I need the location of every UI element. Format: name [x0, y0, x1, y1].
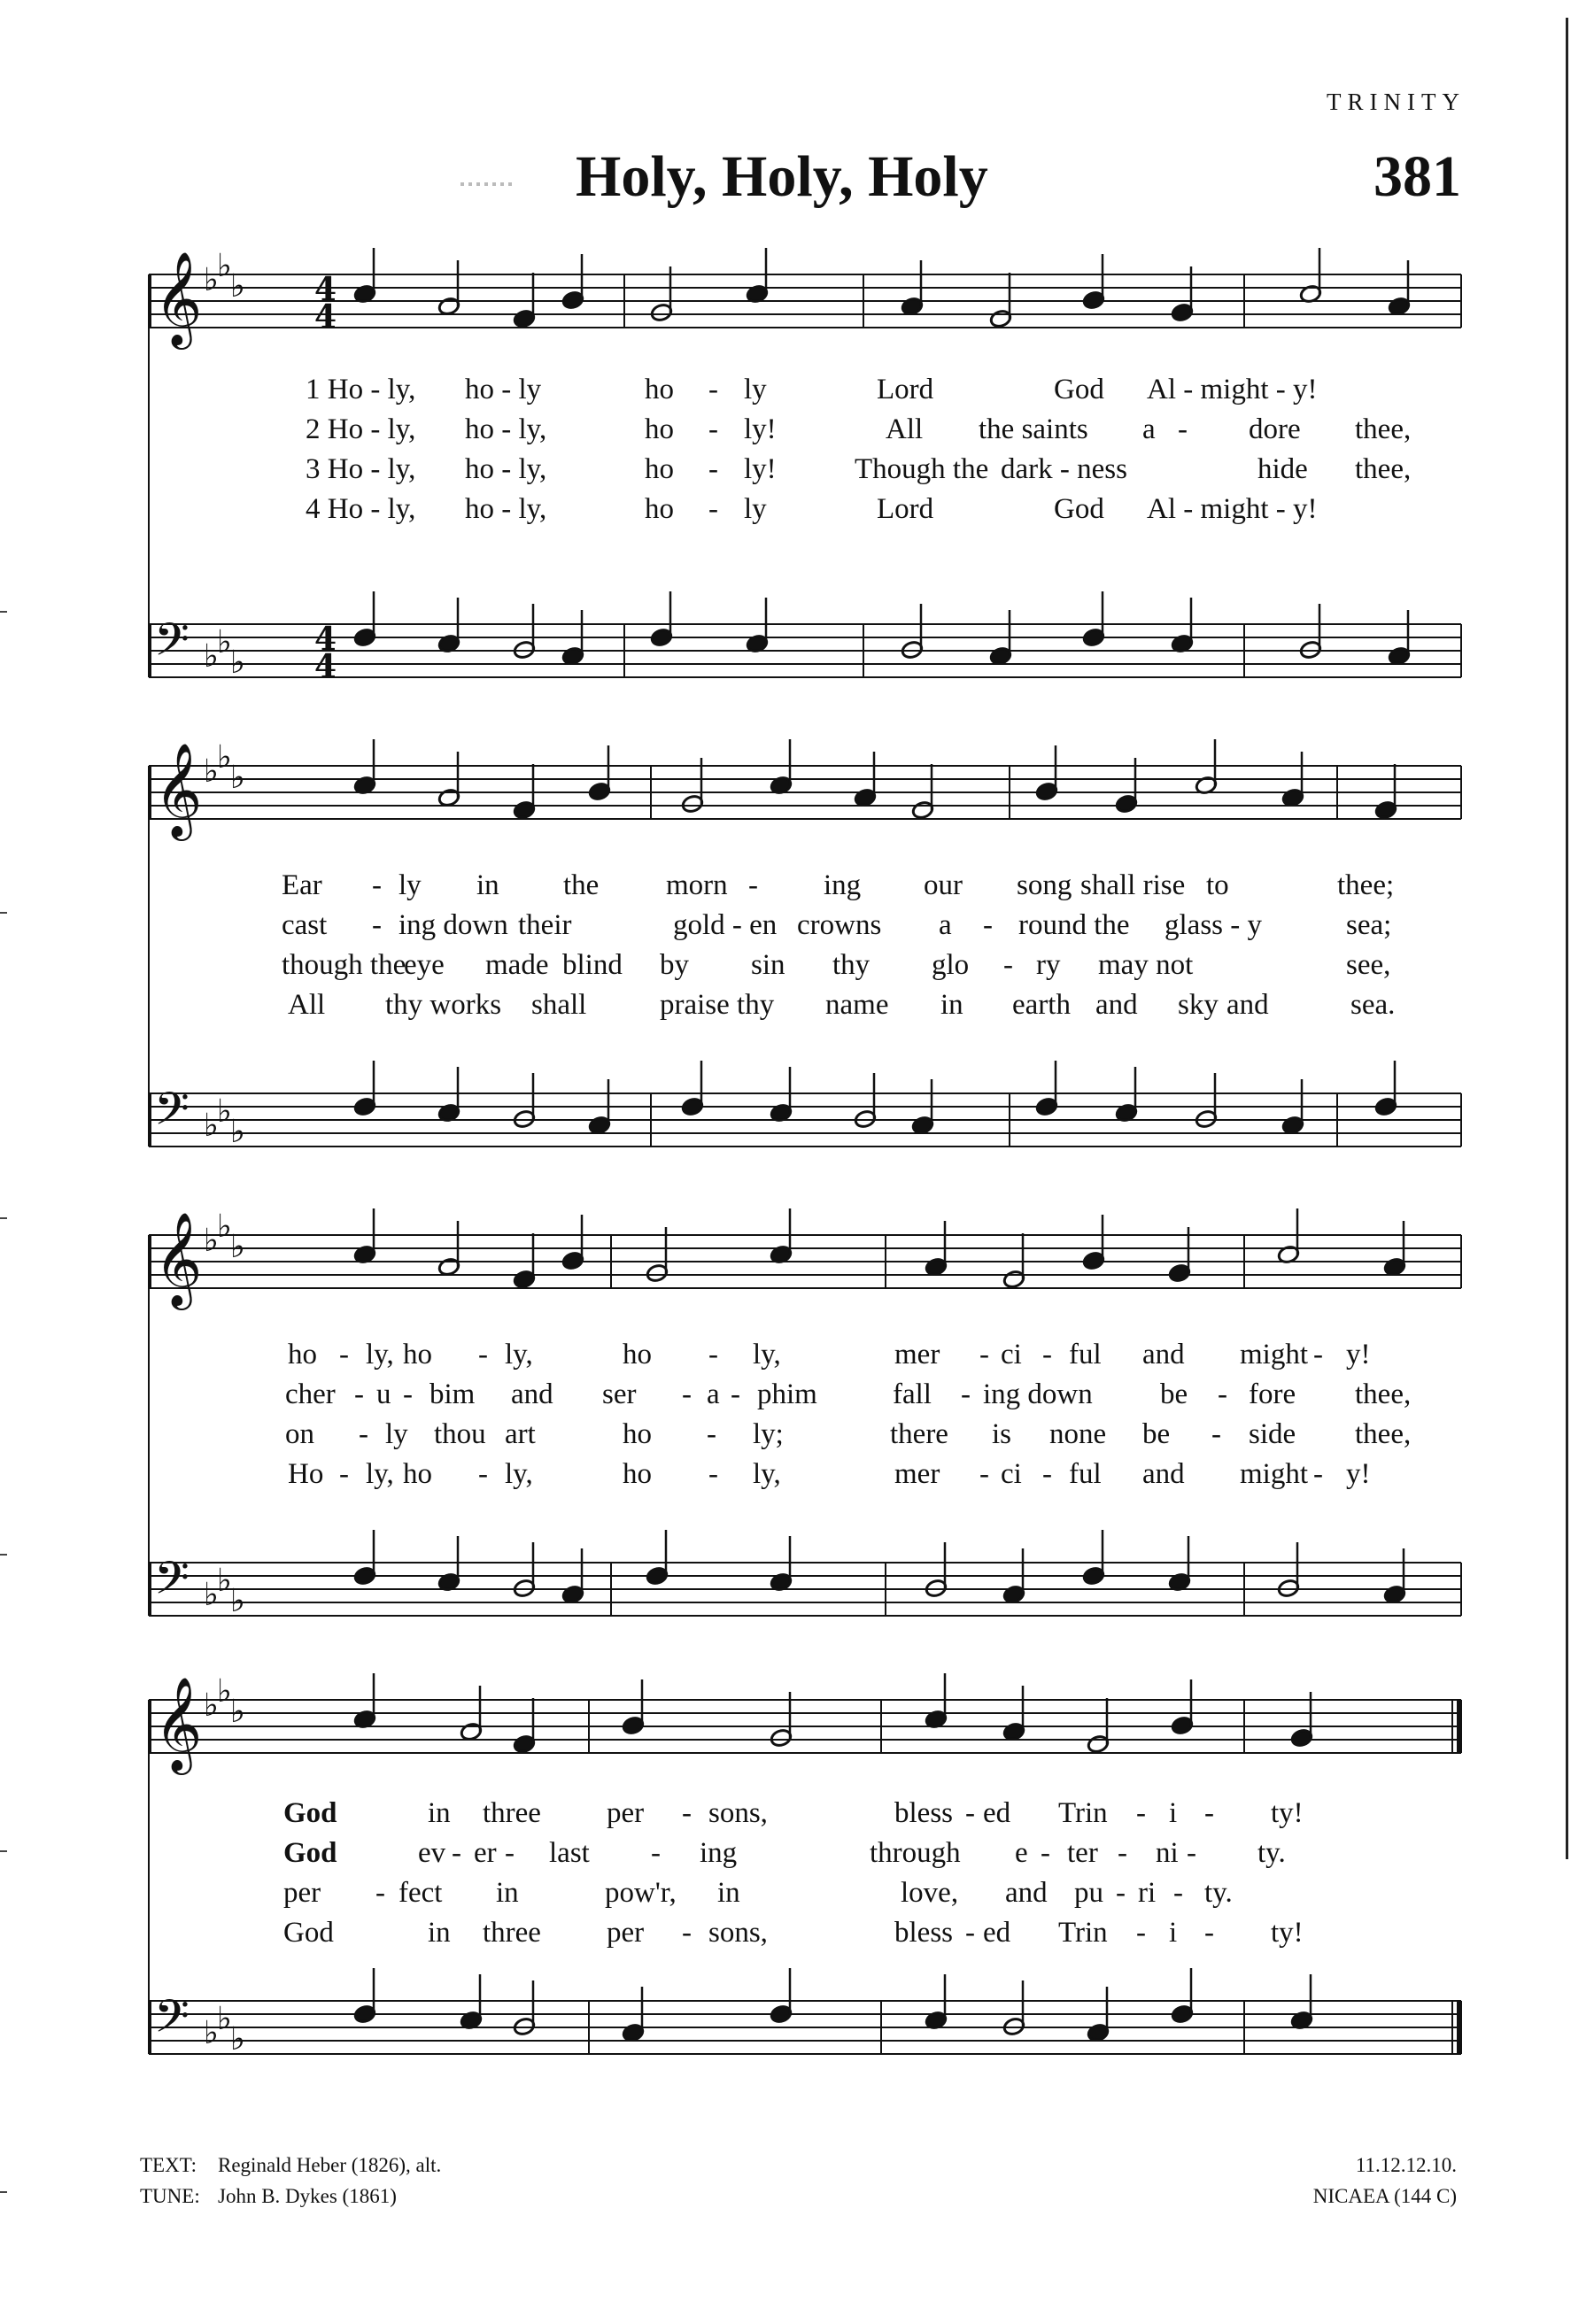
lyric-syllable: - [979, 1339, 989, 1370]
lyric-syllable: Al - might - y! [1147, 374, 1318, 405]
lyric-syllable: may not [1098, 949, 1194, 981]
lyric-syllable: fore [1249, 1378, 1296, 1410]
lyric-line [0, 1337, 1594, 1372]
lyric-line [0, 372, 1594, 407]
lyric-syllable: - [359, 1418, 368, 1450]
lyric-syllable: ho [645, 493, 674, 525]
lyric-syllable: shall [531, 989, 587, 1021]
lyric-syllable: - [708, 453, 718, 485]
lyric-line [0, 947, 1594, 983]
lyric-syllable: last [549, 1837, 590, 1869]
time-signature: 4 [314, 271, 337, 308]
lyric-syllable: ly, [753, 1458, 781, 1490]
lyric-syllable: ly [398, 869, 422, 901]
lyric-syllable: cher [285, 1378, 336, 1410]
flat-sign-icon: ♭ [230, 760, 245, 796]
lyric-syllable: - [478, 1458, 488, 1490]
credits [140, 2150, 441, 2212]
bass-clef-icon: 𝄢 [154, 1082, 190, 1147]
text-credit-value: Reginald Heber (1826), alt. [218, 2154, 442, 2176]
tune-credit-label: TUNE: [140, 2185, 200, 2207]
hymn-category: TRINITY [1327, 89, 1466, 115]
lyric-syllable: ly, [366, 1458, 394, 1490]
lyric-syllable: - [505, 1837, 515, 1869]
lyric-syllable: ly, [505, 1339, 533, 1370]
lyric-syllable: - [1204, 1917, 1214, 1949]
lyric-syllable: - [1173, 1877, 1183, 1909]
lyric-syllable: Ho [288, 1458, 324, 1490]
meter: 11.12.12.10. [1355, 2154, 1457, 2176]
lyric-syllable: in [717, 1877, 740, 1909]
lyric-syllable: - [965, 1917, 975, 1949]
lyric-line [0, 907, 1594, 943]
lyric-syllable: dore [1249, 413, 1301, 445]
lyric-syllable: mer [894, 1458, 940, 1490]
lyric-syllable: and [1142, 1458, 1185, 1490]
lyric-syllable: thee; [1337, 869, 1395, 901]
bass-clef-icon: 𝄢 [154, 613, 190, 677]
lyric-syllable: - [403, 1378, 413, 1410]
lyric-syllable: ly, [505, 1458, 533, 1490]
bass-staff [149, 1082, 1461, 1150]
flat-sign-icon: ♭ [204, 1223, 219, 1259]
lyric-syllable: ty. [1204, 1877, 1233, 1909]
lyric-syllable: sea; [1346, 909, 1392, 941]
lyric-syllable: God [283, 1837, 337, 1869]
lyric-syllable: is [992, 1418, 1012, 1450]
lyric-syllable: 2 Ho - ly, [306, 413, 416, 445]
lyric-line [0, 1875, 1594, 1911]
lyric-syllable: glass - y [1165, 909, 1262, 941]
lyric-syllable: ed [983, 1917, 1011, 1949]
treble-staff [149, 739, 1461, 841]
lyric-syllable: cast [282, 909, 328, 941]
lyric-syllable: sky [1178, 989, 1219, 1021]
lyric-syllable: - [961, 1378, 971, 1410]
lyric-line [0, 1456, 1594, 1492]
lyric-syllable: made [485, 949, 549, 981]
lyric-syllable: per [607, 1797, 645, 1829]
lyric-syllable: fect [398, 1877, 443, 1909]
hymn-title: Holy, Holy, Holy [576, 144, 988, 209]
lyric-syllable: per [283, 1877, 321, 1909]
lyric-syllable: i [1169, 1797, 1178, 1829]
lyric-syllable: pu [1074, 1877, 1103, 1909]
flat-sign-icon: ♭ [230, 1583, 245, 1619]
lyric-syllable: sons, [708, 1917, 768, 1949]
lyric-syllable: ho [645, 413, 674, 445]
lyric-syllable: ly! [744, 413, 777, 445]
lyric-syllable: God [283, 1797, 337, 1829]
lyric-syllable: - [731, 1378, 740, 1410]
treble-staff [149, 248, 1461, 350]
lyric-line [0, 491, 1594, 527]
lyric-syllable: the [563, 869, 600, 901]
lyric-syllable: though the [282, 949, 406, 981]
lyric-syllable: - [708, 374, 718, 405]
lyric-syllable: Though the [855, 453, 989, 485]
flat-sign-icon: ♭ [204, 262, 219, 298]
lyric-syllable: their [518, 909, 572, 941]
lyric-syllable: - [983, 909, 993, 941]
text-credit-label: TEXT: [140, 2154, 197, 2176]
lyric-line [0, 868, 1594, 903]
lyric-syllable: ci [1001, 1339, 1022, 1370]
lyric-syllable: bim [429, 1378, 476, 1410]
lyric-syllable: - [1116, 1877, 1126, 1909]
lyric-syllable: be [1142, 1418, 1171, 1450]
lyric-syllable: a [939, 909, 952, 941]
lyric-syllable: - [1211, 1418, 1221, 1450]
lyric-syllable: song [1017, 869, 1072, 901]
lyric-syllable: fall [893, 1378, 932, 1410]
lyric-syllable: and [1226, 989, 1269, 1021]
lyric-syllable: ly! [744, 453, 777, 485]
lyric-syllable: ho [623, 1339, 652, 1370]
lyric-syllable: phim [757, 1378, 817, 1410]
lyric-syllable: - [708, 413, 718, 445]
lyric-syllable: - [1187, 1837, 1196, 1869]
lyric-syllable: in [940, 989, 963, 1021]
lyric-syllable: ly; [753, 1418, 784, 1450]
flat-sign-icon: ♭ [230, 1229, 245, 1265]
lyric-line [0, 987, 1594, 1023]
lyric-syllable: glo [932, 949, 970, 981]
time-signature: 4 [314, 298, 337, 336]
lyric-syllable: God [1054, 374, 1104, 405]
lyric-syllable: in [496, 1877, 519, 1909]
lyric-syllable: ing down [983, 1378, 1093, 1410]
lyric-syllable: there [890, 1418, 948, 1450]
flat-sign-icon: ♭ [217, 1208, 232, 1245]
bass-staff [149, 613, 1461, 681]
flat-sign-icon: ♭ [230, 645, 245, 681]
flat-sign-icon: ♭ [230, 2021, 245, 2058]
lyric-syllable: gold - en [673, 909, 778, 941]
bass-staff [149, 1551, 1461, 1619]
lyric-syllable: 1 Ho - ly, [306, 374, 416, 405]
lyric-syllable: - [1313, 1339, 1323, 1370]
lyric-syllable: to [1206, 869, 1229, 901]
tune-name: NICAEA (144 C) [1312, 2185, 1457, 2207]
lyric-syllable: God [283, 1917, 334, 1949]
bass-clef-icon: 𝄢 [154, 1989, 190, 2054]
lyric-syllable: ing [824, 869, 862, 901]
lyric-syllable: on [285, 1418, 314, 1450]
lyric-syllable: thy [832, 949, 871, 981]
lyric-syllable: round the [1018, 909, 1130, 941]
flat-sign-icon: ♭ [217, 2001, 232, 2037]
lyric-syllable: ho - ly, [465, 453, 547, 485]
flat-sign-icon: ♭ [230, 1114, 245, 1150]
flat-sign-icon: ♭ [204, 1108, 219, 1144]
lyric-syllable: y! [1346, 1339, 1371, 1370]
flat-sign-icon: ♭ [230, 268, 245, 305]
lyric-syllable: ing [700, 1837, 738, 1869]
lyric-syllable: ty! [1271, 1797, 1304, 1829]
lyric-syllable: a [707, 1378, 720, 1410]
lyric-syllable: - [707, 1418, 716, 1450]
lyric-syllable: - [682, 1378, 692, 1410]
lyric-syllable: hide [1257, 453, 1308, 485]
lyric-syllable: morn [666, 869, 728, 901]
text-credit [140, 2150, 441, 2181]
lyric-syllable: - [339, 1339, 349, 1370]
lyric-syllable: - [375, 1877, 385, 1909]
lyric-syllable: earth [1012, 989, 1071, 1021]
lyric-syllable: ly, [366, 1339, 394, 1370]
lyric-syllable: ter [1067, 1837, 1098, 1869]
lyric-syllable: ci [1001, 1458, 1022, 1490]
lyric-syllable: bless [894, 1917, 953, 1949]
lyric-syllable: 3 Ho - ly, [306, 453, 416, 485]
lyric-syllable: - [682, 1797, 692, 1829]
flat-sign-icon: ♭ [230, 1694, 245, 1730]
lyric-syllable: All [288, 989, 326, 1021]
lyric-syllable: - [1042, 1458, 1052, 1490]
lyric-syllable: All [886, 413, 924, 445]
lyric-line [0, 1835, 1594, 1871]
lyric-line [0, 452, 1594, 487]
lyric-syllable: ho [623, 1458, 652, 1490]
lyric-syllable: and [1005, 1877, 1048, 1909]
lyric-syllable: through [870, 1837, 961, 1869]
lyric-syllable: shall rise [1080, 869, 1186, 901]
lyric-syllable: three [483, 1917, 541, 1949]
lyric-syllable: ho [623, 1418, 652, 1450]
flat-sign-icon: ♭ [204, 2015, 219, 2051]
flat-sign-icon: ♭ [217, 1093, 232, 1130]
lyric-syllable: thy works [385, 989, 502, 1021]
lyric-syllable: and [511, 1378, 553, 1410]
lyric-syllable: - [372, 909, 382, 941]
lyric-line [0, 1915, 1594, 1950]
lyric-syllable: our [924, 869, 963, 901]
lyric-syllable: - [1178, 413, 1188, 445]
lyric-syllable: pow'r, [605, 1877, 677, 1909]
lyric-syllable: be [1160, 1378, 1188, 1410]
lyric-syllable: sin [751, 949, 785, 981]
lyric-syllable: - [1118, 1837, 1127, 1869]
lyric-syllable: a [1142, 413, 1156, 445]
lyric-syllable: in [428, 1917, 451, 1949]
lyric-syllable: ed [983, 1797, 1011, 1829]
lyric-syllable: ni [1156, 1837, 1179, 1869]
lyric-syllable: Lord [877, 374, 934, 405]
lyric-syllable: - [372, 869, 382, 901]
lyric-line [0, 1417, 1594, 1452]
lyric-syllable: ry [1036, 949, 1061, 981]
lyric-syllable: - [965, 1797, 975, 1829]
lyric-syllable: - [708, 493, 718, 525]
lyric-syllable: and [1095, 989, 1138, 1021]
lyric-syllable: ly [744, 493, 767, 525]
lyric-syllable: - [1041, 1837, 1050, 1869]
lyric-syllable: Lord [877, 493, 934, 525]
lyric-syllable: by [660, 949, 689, 981]
treble-clef-icon: 𝄞 [154, 251, 203, 345]
lyric-syllable: - [1042, 1339, 1052, 1370]
lyric-syllable: ho - ly, [465, 493, 547, 525]
bass-staff [149, 1989, 1461, 2058]
lyric-syllable: - [979, 1458, 989, 1490]
lyric-syllable: - [1313, 1458, 1323, 1490]
lyric-syllable: Al - might - y! [1147, 493, 1318, 525]
lyric-syllable: - [1218, 1378, 1227, 1410]
lyric-syllable: - [1003, 949, 1013, 981]
lyric-syllable: and [1142, 1339, 1185, 1370]
lyric-syllable: ev [418, 1837, 446, 1869]
lyric-line [0, 412, 1594, 447]
lyric-syllable: ho - ly, [465, 413, 547, 445]
lyric-syllable: none [1049, 1418, 1107, 1450]
lyric-syllable: in [476, 869, 499, 901]
lyric-syllable: ho [403, 1339, 432, 1370]
time-signature: 4 [314, 621, 337, 658]
tune-credit-value: John B. Dykes (1861) [218, 2185, 397, 2207]
lyric-syllable: - [708, 1458, 718, 1490]
lyric-syllable: ho [645, 453, 674, 485]
lyric-syllable: - [682, 1917, 692, 1949]
lyric-syllable: thee, [1355, 1378, 1412, 1410]
flat-sign-icon: ♭ [204, 753, 219, 790]
lyric-syllable: - [354, 1378, 364, 1410]
lyric-syllable: - [748, 869, 758, 901]
lyric-syllable: name [825, 989, 889, 1021]
lyric-syllable: ho [288, 1339, 317, 1370]
hymn-number: 381 [1373, 144, 1461, 209]
lyric-syllable: u [376, 1378, 391, 1410]
lyric-syllable: e [1015, 1837, 1028, 1869]
lyric-syllable: ful [1069, 1339, 1102, 1370]
lyric-syllable: in [428, 1797, 451, 1829]
treble-clef-icon: 𝄞 [154, 1211, 203, 1306]
lyric-syllable: love, [901, 1877, 959, 1909]
lyric-syllable: ing down [398, 909, 508, 941]
lyric-syllable: blind [562, 949, 623, 981]
treble-staff [149, 1208, 1461, 1310]
lyric-syllable: - [452, 1837, 461, 1869]
lyric-syllable: - [478, 1339, 488, 1370]
flat-sign-icon: ♭ [204, 1687, 219, 1724]
time-signature: 4 [314, 648, 337, 685]
lyric-syllable: - [339, 1458, 349, 1490]
lyric-syllable: Trin [1058, 1797, 1108, 1829]
lyric-syllable: Ear [282, 869, 322, 901]
lyric-syllable: - [1136, 1917, 1146, 1949]
lyric-syllable: crowns [797, 909, 882, 941]
lyric-syllable: thee, [1355, 453, 1412, 485]
flat-sign-icon: ♭ [217, 624, 232, 660]
lyric-syllable: Trin [1058, 1917, 1108, 1949]
lyric-line [0, 1795, 1594, 1831]
lyric-syllable: ri [1138, 1877, 1157, 1909]
tune-credit [140, 2181, 441, 2212]
flat-sign-icon: ♭ [217, 739, 232, 776]
lyric-syllable: - [1204, 1797, 1214, 1829]
flat-sign-icon: ♭ [204, 638, 219, 675]
lyric-syllable: bless [894, 1797, 953, 1829]
lyric-syllable: - [708, 1339, 718, 1370]
lyric-syllable: dark - ness [1001, 453, 1127, 485]
lyric-syllable: 4 Ho - ly, [306, 493, 416, 525]
lyric-syllable: er [474, 1837, 497, 1869]
lyric-line [0, 1377, 1594, 1412]
bass-clef-icon: 𝄢 [154, 1551, 190, 1616]
flat-sign-icon: ♭ [204, 1577, 219, 1613]
lyric-syllable: ly [385, 1418, 408, 1450]
lyric-syllable: - [1136, 1797, 1146, 1829]
lyric-syllable: God [1054, 493, 1104, 525]
lyric-syllable: art [505, 1418, 536, 1450]
lyric-syllable: y! [1346, 1458, 1371, 1490]
lyric-syllable: the saints [979, 413, 1088, 445]
lyric-syllable: ful [1069, 1458, 1102, 1490]
lyric-syllable: ty. [1257, 1837, 1286, 1869]
lyric-syllable: mer [894, 1339, 940, 1370]
lyric-syllable: sons, [708, 1797, 768, 1829]
lyric-syllable: ty! [1271, 1917, 1304, 1949]
lyric-syllable: praise thy [660, 989, 775, 1021]
treble-clef-icon: 𝄞 [154, 1676, 203, 1771]
lyric-syllable: ho [403, 1458, 432, 1490]
treble-clef-icon: 𝄞 [154, 742, 203, 837]
flat-sign-icon: ♭ [217, 248, 232, 284]
lyric-syllable: sea. [1350, 989, 1396, 1021]
tune-info [1313, 2150, 1457, 2212]
lyric-syllable: might [1240, 1458, 1309, 1490]
lyric-syllable: ly, [753, 1339, 781, 1370]
lyric-syllable: eye [404, 949, 445, 981]
lyric-syllable: see, [1346, 949, 1391, 981]
flat-sign-icon: ♭ [217, 1563, 232, 1599]
flat-sign-icon: ♭ [217, 1673, 232, 1710]
lyric-syllable: thee, [1355, 1418, 1412, 1450]
lyric-syllable: three [483, 1797, 541, 1829]
lyric-syllable: i [1169, 1917, 1178, 1949]
lyric-syllable: - [651, 1837, 661, 1869]
lyric-syllable: per [607, 1917, 645, 1949]
lyric-syllable: side [1249, 1418, 1296, 1450]
lyric-syllable: ly [744, 374, 767, 405]
lyric-syllable: ho - ly [465, 374, 542, 405]
lyric-syllable: ser [602, 1378, 637, 1410]
treble-staff [149, 1673, 1461, 1775]
lyric-syllable: might [1240, 1339, 1309, 1370]
lyric-syllable: thou [434, 1418, 486, 1450]
lyric-syllable: ho [645, 374, 674, 405]
lyric-syllable: thee, [1355, 413, 1412, 445]
